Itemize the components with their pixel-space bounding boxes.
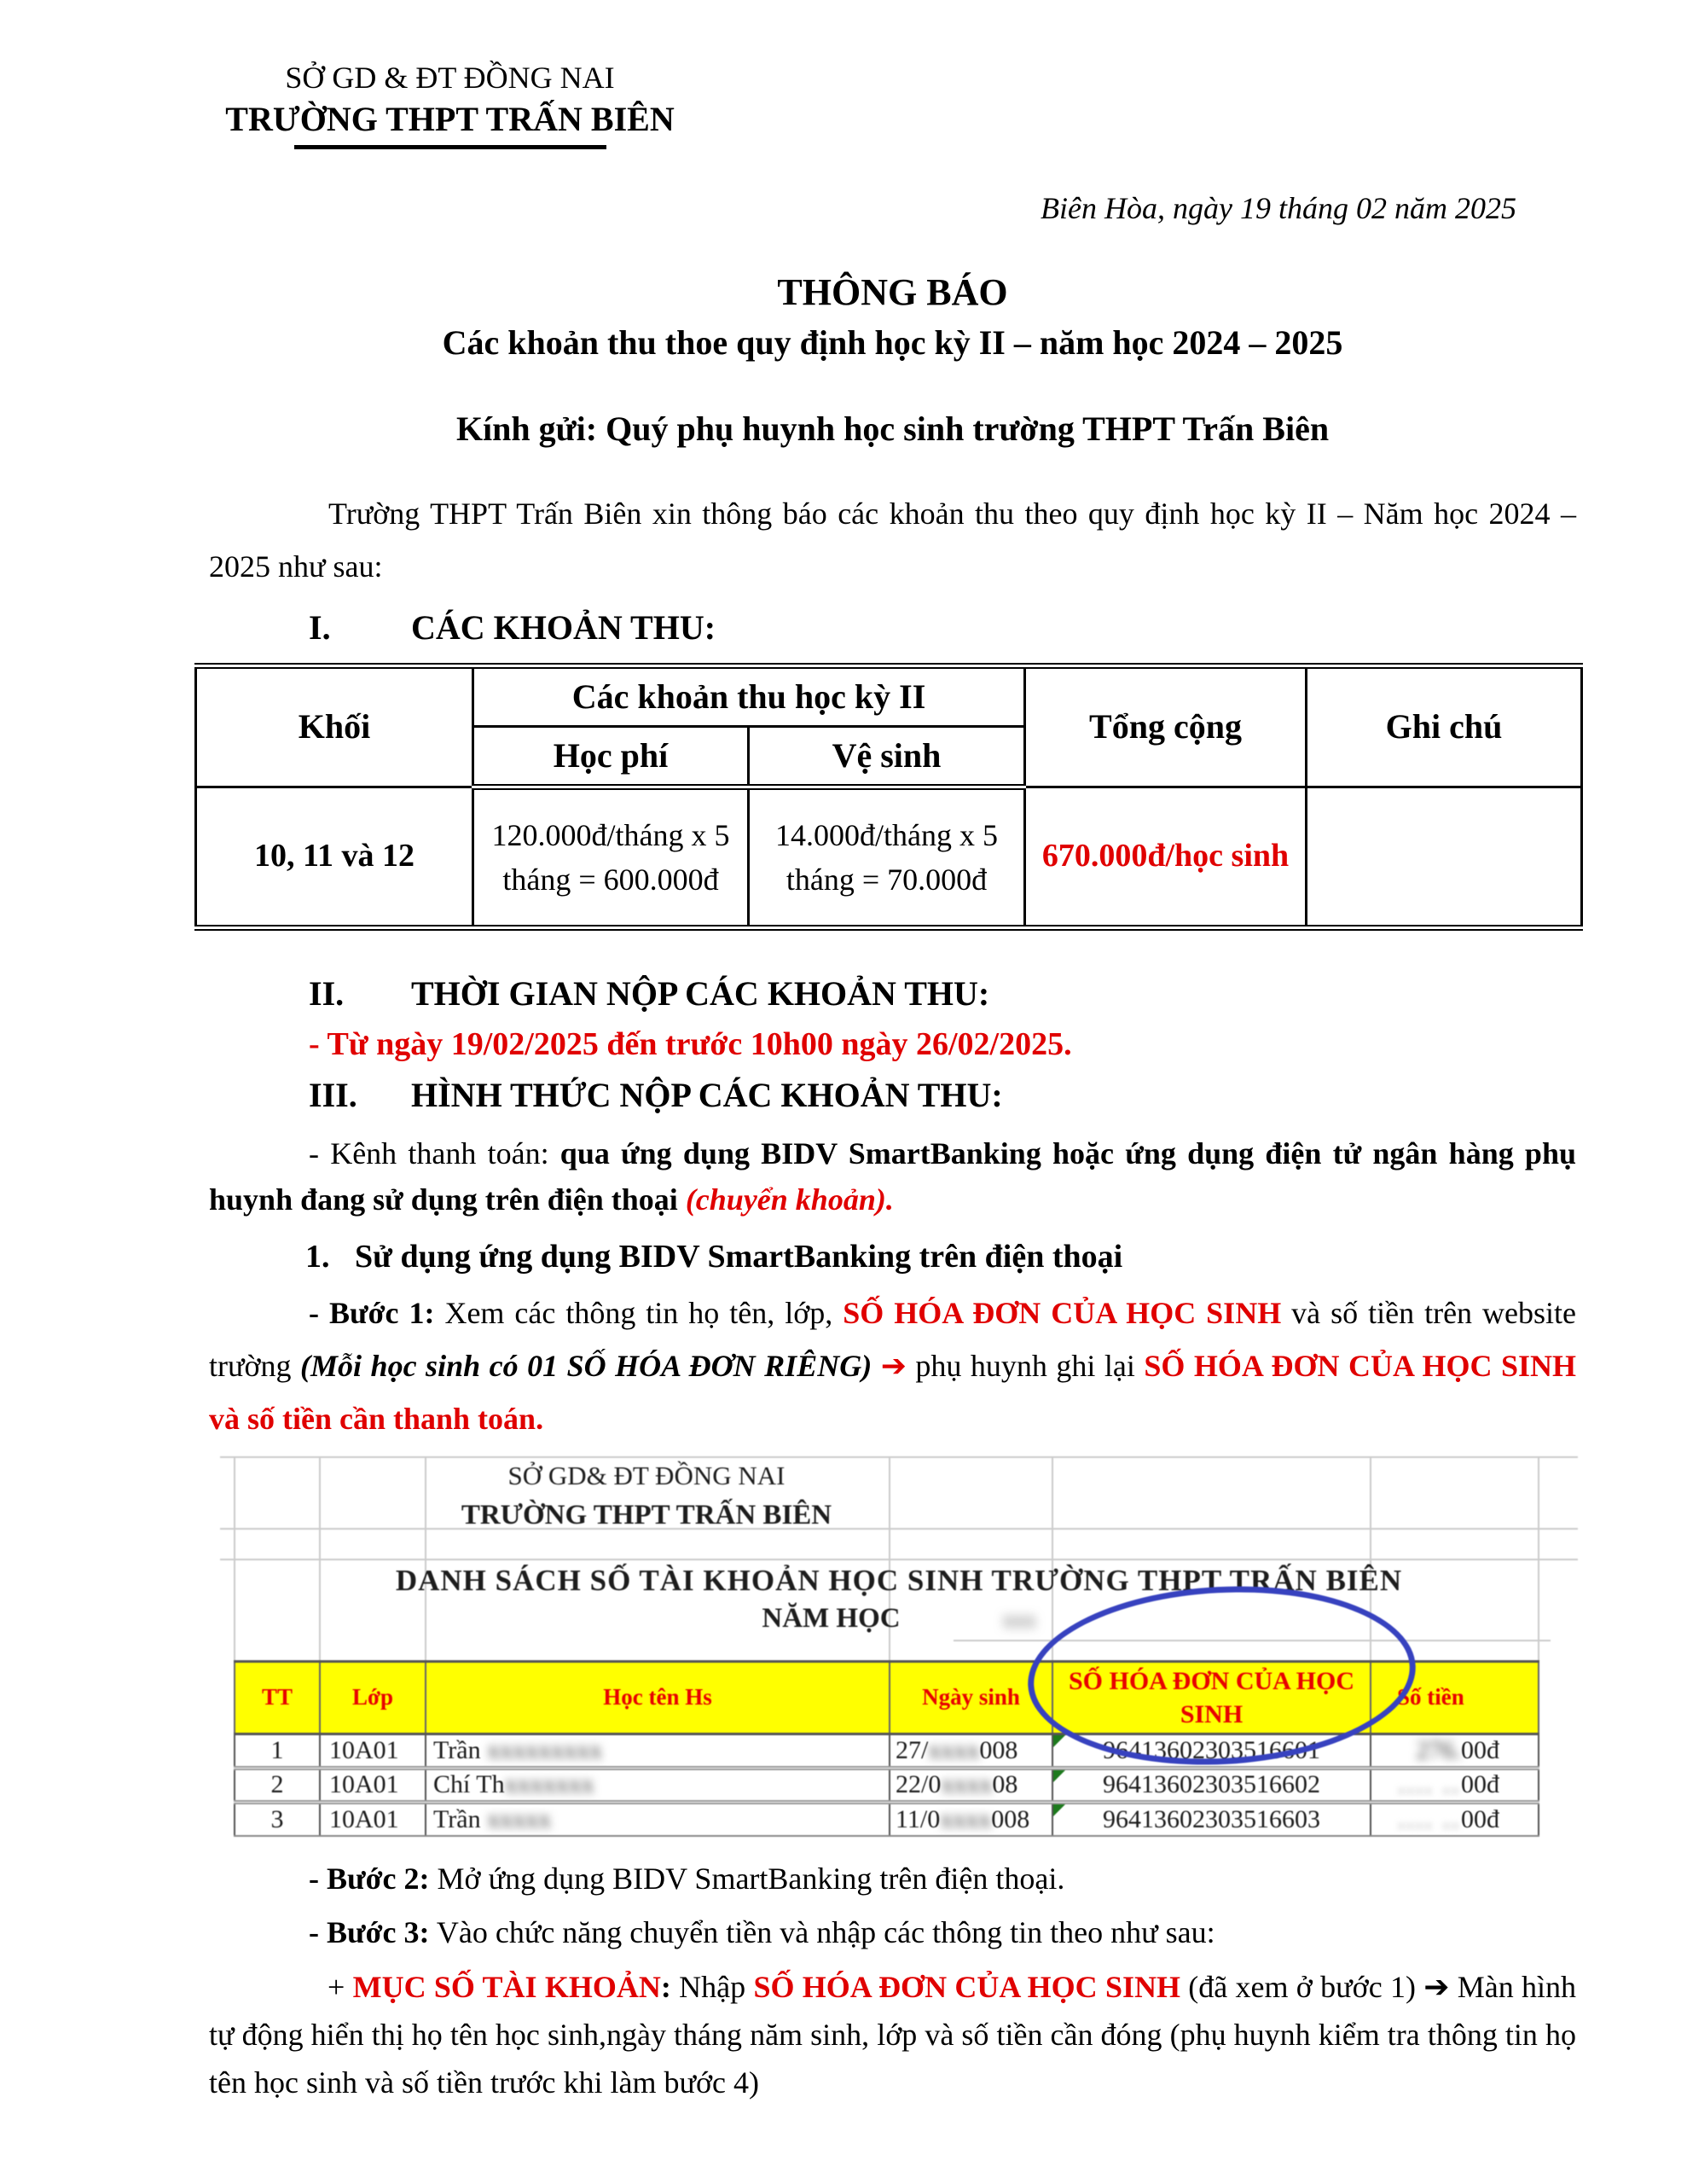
name-redacted: xxxxxxx xyxy=(504,1770,594,1799)
section-2-heading-text: THỜI GIAN NỘP CÁC KHOẢN THU: xyxy=(411,973,990,1013)
step-3-text: Vào chức năng chuyển tiền và nhập các thông tin theo như sau: xyxy=(429,1915,1215,1950)
step-4-invoice-term: SỐ HÓA ĐƠN CỦA HỌC SINH xyxy=(753,1970,1180,2005)
date-visible-end: 008 xyxy=(979,1735,1018,1764)
date-visible-end: 08 xyxy=(992,1770,1018,1799)
step-4-text-3: Màn hình tự động hiển thị họ tên học sinh,ngày tháng năm sinh, lớp và số tiền cần đóng (phụ huynh kiểm tra thông tin họ tên học sinh và số tiền trước khi làm bước 4) xyxy=(209,1970,1576,2100)
subsection-1-heading xyxy=(305,1238,1576,1275)
subsection-1-heading-text: Sử dụng ứng dụng BIDV SmartBanking trên điện thoại xyxy=(355,1238,1123,1275)
salutation-line: Kính gửi: Quý phụ huynh học sinh trường THPT Trấn Biên xyxy=(455,409,1330,448)
subsection-1-numeral: 1. xyxy=(305,1238,330,1275)
channel-transfer-note: (chuyển khoản). xyxy=(685,1182,894,1217)
cell-amount xyxy=(1371,1802,1539,1836)
cell-birthdate xyxy=(890,1802,1052,1836)
cell-name xyxy=(426,1734,890,1768)
fee-table-header-hocphi: Học phí xyxy=(473,726,749,787)
grid-line xyxy=(220,1559,1578,1560)
fee-cell-hocphi: 120.000đ/tháng x 5 tháng = 600.000đ xyxy=(473,787,749,927)
step-4-plus: + xyxy=(328,1970,353,2005)
page-title: THÔNG BÁO xyxy=(777,271,1008,314)
date-line: Biên Hòa, ngày 19 tháng 02 năm 2025 xyxy=(1041,191,1516,226)
step-1-paragraph xyxy=(209,1287,1576,1446)
step-1-text-1: Xem các thông tin họ tên, lớp, xyxy=(434,1295,844,1330)
screenshot-year-label: NĂM HỌC xyxy=(762,1602,901,1634)
step-1-invoice-term-1: SỐ HÓA ĐƠN CỦA HỌC SINH xyxy=(843,1295,1282,1330)
fee-table xyxy=(194,663,1583,931)
cell-lop: 10A01 xyxy=(320,1734,426,1768)
section-1-heading-text: CÁC KHOẢN THU: xyxy=(411,607,716,647)
cell-amount xyxy=(1371,1768,1539,1802)
deadline-line: - Từ ngày 19/02/2025 đến trước 10h00 ngày 26/02/2025. xyxy=(309,1025,1072,1062)
cell-name xyxy=(426,1768,890,1802)
amount-visible-end: 00đ xyxy=(1461,1735,1499,1764)
cell-amount xyxy=(1371,1734,1539,1768)
section-1-numeral: I. xyxy=(309,607,331,647)
section-3-heading-text: HÌNH THỨC NỘP CÁC KHOẢN THU: xyxy=(411,1075,1003,1114)
step-1-invoice-term-2: SỐ HÓA ĐƠN CỦA HỌC SINH xyxy=(1144,1348,1577,1383)
date-visible-end: 008 xyxy=(991,1804,1030,1833)
fee-cell-total: 670.000đ/học sinh xyxy=(1025,787,1307,927)
fee-cell-khoi: 10, 11 và 12 xyxy=(196,787,473,927)
step-1-note-italic: (Mỗi học sinh có 01 SỐ HÓA ĐƠN RIÊNG) xyxy=(300,1348,881,1383)
name-visible: Chí Th xyxy=(433,1770,505,1799)
cell-tt: 3 xyxy=(235,1802,320,1836)
step-3-line xyxy=(209,1909,1576,1957)
step-4-text-1: Nhập xyxy=(679,1970,754,2005)
channel-prefix: - Kênh thanh toán: xyxy=(309,1136,560,1170)
fee-table-row xyxy=(196,787,1582,927)
screenshot-org-line1: SỞ GD& ĐT ĐỒNG NAI xyxy=(507,1460,786,1490)
date-visible: 11/0 xyxy=(896,1804,941,1833)
screenshot-org-header xyxy=(348,1460,945,1535)
cell-invoice-number: 96413602303516603 xyxy=(1052,1802,1371,1836)
date-visible: 22/0 xyxy=(896,1770,942,1799)
section-2-numeral: II. xyxy=(309,973,345,1013)
screenshot-org-line2: TRƯỜNG THPT TRẤN BIÊN xyxy=(461,1500,832,1531)
step-2-text: Mở ứng dụng BIDV SmartBanking trên điện thoại. xyxy=(429,1861,1065,1896)
payment-channel-paragraph xyxy=(209,1130,1576,1223)
name-redacted: xxxxx xyxy=(487,1804,552,1833)
cell-birthdate xyxy=(890,1734,1052,1768)
name-visible: Trần xyxy=(433,1735,488,1764)
amount-visible-end: 00đ xyxy=(1461,1770,1499,1799)
step-2-label: - Bước 2: xyxy=(309,1861,430,1896)
fee-table-header-ghichu: Ghi chú xyxy=(1307,665,1582,787)
step-1-red-tail: và số tiền cần thanh toán. xyxy=(209,1401,544,1436)
header-invoice: SỐ HÓA ĐƠN CỦA HỌC SINH xyxy=(1052,1661,1371,1734)
fee-table-header-vesinh: Vệ sinh xyxy=(749,726,1025,787)
cell-tt: 2 xyxy=(235,1768,320,1802)
header-hoten: Học tên Hs xyxy=(426,1661,890,1734)
fee-cell-ghichu xyxy=(1307,787,1582,927)
amount-redacted: 276. xyxy=(1416,1735,1461,1764)
fee-table-header-tong: Tổng cộng xyxy=(1025,665,1307,787)
redacted-year-smudge: xxx xyxy=(1002,1606,1036,1632)
amount-redacted: .... .. xyxy=(1398,1770,1461,1799)
step-4-account-field-term: MỤC SỐ TÀI KHOẢN xyxy=(352,1970,661,2005)
step-1-text-2: và số tiền trên website trường xyxy=(209,1295,1576,1383)
header-ngaysinh: Ngày sinh xyxy=(890,1661,1052,1734)
page-subtitle: Các khoản thu thoe quy định học kỳ II – năm học 2024 – 2025 xyxy=(442,322,1343,362)
step-3-label: - Bước 3: xyxy=(309,1915,430,1950)
org-underline-rule xyxy=(294,145,606,149)
name-visible: Trần xyxy=(433,1804,488,1833)
step-2-line xyxy=(209,1856,1576,1903)
section-3-heading xyxy=(309,1075,1576,1115)
cell-invoice-number: 96413602303516601 xyxy=(1052,1734,1371,1768)
org-line1: SỞ GD & ĐT ĐỒNG NAI xyxy=(285,61,615,95)
cell-birthdate xyxy=(890,1768,1052,1802)
cell-lop: 10A01 xyxy=(320,1768,426,1802)
step-1-text-3: phụ huynh ghi lại xyxy=(906,1348,1145,1383)
section-3-numeral: III. xyxy=(309,1075,357,1114)
arrow-icon: ➔ xyxy=(880,1348,907,1384)
step-4-colon: : xyxy=(660,1970,680,2005)
cell-name xyxy=(426,1802,890,1836)
embedded-screenshot xyxy=(220,1456,1578,1837)
table-row xyxy=(235,1768,1539,1802)
section-1-heading xyxy=(309,607,1576,648)
step-4-paragraph xyxy=(209,1964,1576,2106)
org-line2: TRƯỜNG THPT TRẤN BIÊN xyxy=(225,100,675,139)
header-lop: Lớp xyxy=(320,1661,426,1734)
date-visible: 27/ xyxy=(896,1735,929,1764)
fee-table-header-khoi: Khối xyxy=(196,665,473,787)
header-tt: TT xyxy=(235,1661,320,1734)
screenshot-list-title: DANH SÁCH SỐ TÀI KHOẢN HỌC SINH TRƯỜNG THPT TRẤN BIÊN xyxy=(395,1563,1403,1597)
name-redacted: xxxxxxxxx xyxy=(487,1735,603,1764)
cell-lop: 10A01 xyxy=(320,1802,426,1836)
fee-cell-vesinh: 14.000đ/tháng x 5 tháng = 70.000đ xyxy=(749,787,1025,927)
cell-invoice-number: 96413602303516602 xyxy=(1052,1768,1371,1802)
grid-line xyxy=(220,1456,1578,1458)
date-redacted: xxxx xyxy=(928,1735,980,1764)
arrow-icon: ➔ xyxy=(1423,1970,1450,2006)
date-redacted: xxxx xyxy=(940,1804,992,1833)
step-1-label: - Bước 1: xyxy=(309,1295,435,1330)
org-header xyxy=(209,60,691,149)
header-sotien: Số tiền xyxy=(1371,1661,1539,1734)
amount-visible-end: 00đ xyxy=(1461,1804,1499,1833)
step-4-text-2: (đã xem ở bước 1) xyxy=(1180,1970,1424,2005)
channel-bold-text: qua ứng dụng BIDV SmartBanking hoặc ứng dụng điện tử ngân hàng phụ huynh đang sử dụng trên điện thoại xyxy=(209,1136,1576,1217)
intro-paragraph: Trường THPT Trấn Biên xin thông báo các khoản thu theo quy định học kỳ II – Năm học 2024 – 2025 như sau: xyxy=(209,496,1576,584)
date-redacted: xxxx xyxy=(941,1770,993,1799)
amount-redacted: .... .. xyxy=(1398,1804,1461,1833)
section-2-heading xyxy=(309,973,1576,1014)
cell-tt: 1 xyxy=(235,1734,320,1768)
fee-table-header-group: Các khoản thu học kỳ II xyxy=(473,665,1025,726)
table-row xyxy=(235,1802,1539,1836)
